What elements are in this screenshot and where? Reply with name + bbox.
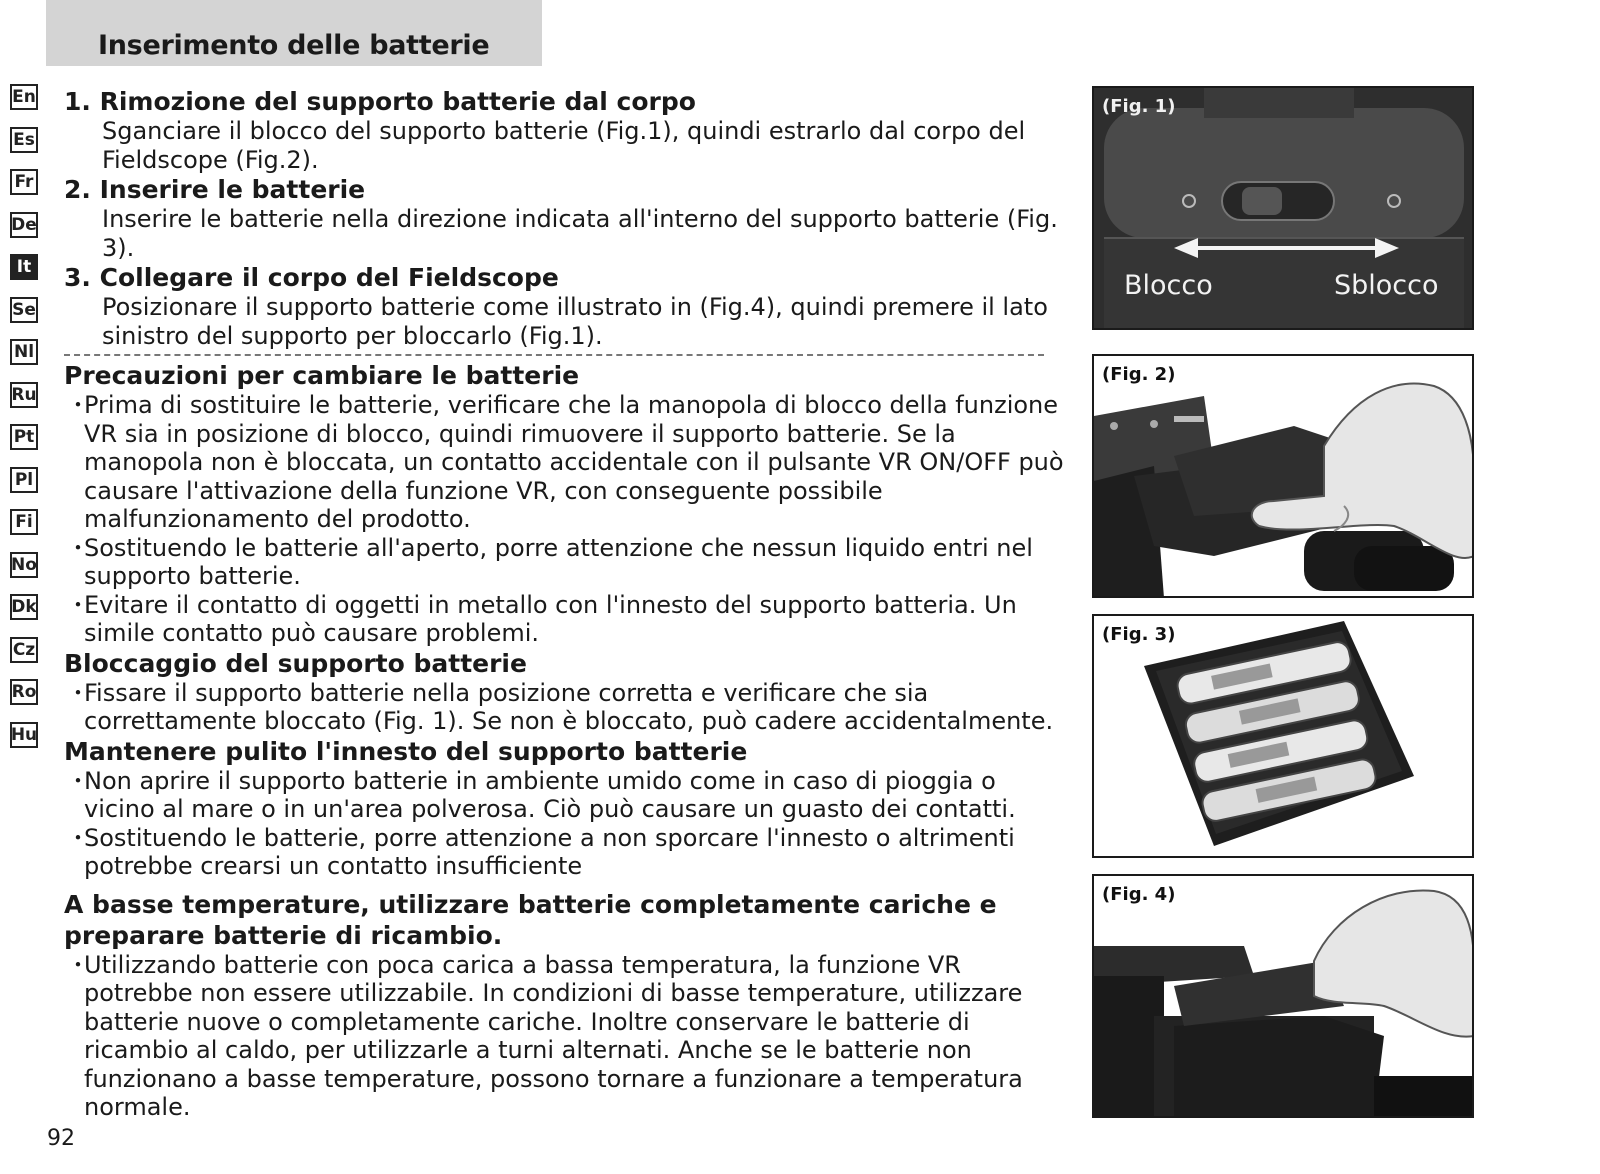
language-tab-pt: Pt xyxy=(10,424,38,450)
figure-2 xyxy=(1092,354,1474,598)
step-title: 3. Collegare il corpo del Fieldscope xyxy=(64,263,559,292)
bullet-text: Evitare il contatto di oggetti in metallo con l'innesto del supporto batteria. Un simile contatto può causare problemi. xyxy=(84,590,1017,647)
section-title: A basse temperature, utilizzare batterie completamente cariche e preparare batterie di ricambio. xyxy=(64,889,997,950)
bullet-item xyxy=(64,591,1074,648)
section-precautions xyxy=(64,360,1074,648)
section-cleaning xyxy=(64,736,1074,881)
step-title: 2. Inserire le batterie xyxy=(64,175,366,204)
bullet-item xyxy=(64,679,1074,736)
steps-list xyxy=(64,86,1074,350)
bullet-item xyxy=(64,767,1074,824)
bullet-text: Sostituendo le batterie, porre attenzione a non sporcare l'innesto o altrimenti potrebbe crearsi un contatto insufficiente xyxy=(84,823,1015,880)
page-number: 92 xyxy=(47,1126,75,1151)
step-body: Sganciare il blocco del supporto batterie (Fig.1), quindi estrarlo dal corpo del Fieldscope (Fig.2). xyxy=(102,117,1026,174)
language-tab-en: En xyxy=(10,84,38,110)
page-title: Inserimento delle batterie xyxy=(98,30,490,61)
main-content xyxy=(64,86,1074,1122)
bullet-text: Utilizzando batterie con poca carica a bassa temperatura, la funzione VR potrebbe non essere utilizzabile. In condizioni di basse temperature, utilizzare batterie nuove o completamente cariche. Inoltre conservare le batterie di ricambio al caldo, per utilizzarle a turni alternati. Anche se le batterie non funzionano a basse temperature, possono tornare a funzionare a temperatura normale. xyxy=(84,950,1023,1121)
bullet-symbol: ・ xyxy=(66,391,90,419)
figure-3 xyxy=(1092,614,1474,858)
bullet-symbol: ・ xyxy=(66,678,90,707)
bullet-text: Fissare il supporto batterie nella posizione corretta e verificare che sia correttamente bloccato (Fig. 1). Se non è bloccato, può cadere accidentalmente. xyxy=(84,678,1054,735)
language-tabs xyxy=(10,84,44,764)
unlock-label: Sblocco xyxy=(1334,270,1439,301)
figure-1 xyxy=(1092,86,1474,330)
language-tab-de: De xyxy=(10,212,38,238)
language-tab-fr: Fr xyxy=(10,169,38,195)
section-title: Mantenere pulito l'innesto del supporto batterie xyxy=(64,736,748,766)
figure-label: (Fig. 3) xyxy=(1102,624,1176,645)
bullet-text: Prima di sostituire le batterie, verificare che la manopola di blocco della funzione VR sia in posizione di blocco, quindi rimuovere il supporto batterie. Se la manopola non è bloccata, un contatto accidentale con il pulsante VR ON/OFF può causare l'attivazione della funzione VR, con conseguente possibile malfunzionamento del prodotto. xyxy=(84,391,1064,533)
section-title: Bloccaggio del supporto batterie xyxy=(64,648,527,678)
language-tab-dk: Dk xyxy=(10,594,38,620)
language-tab-it: It xyxy=(10,254,38,280)
step-body: Inserire le batterie nella direzione indicata all'interno del supporto batterie (Fig. 3). xyxy=(102,205,1058,262)
language-tab-pl: Pl xyxy=(10,467,38,493)
language-tab-ru: Ru xyxy=(10,382,38,408)
section-title: Precauzioni per cambiare le batterie xyxy=(64,361,580,390)
language-tab-cz: Cz xyxy=(10,637,38,663)
bullet-item xyxy=(64,534,1074,591)
step-1 xyxy=(64,86,1074,174)
bullet-symbol: ・ xyxy=(66,766,90,795)
figure-label: (Fig. 4) xyxy=(1102,884,1176,905)
figure-4 xyxy=(1092,874,1474,1118)
bullet-item xyxy=(64,391,1074,534)
figure-label: (Fig. 1) xyxy=(1102,96,1176,117)
bullet-symbol: ・ xyxy=(66,590,90,619)
step-2 xyxy=(64,174,1074,262)
bullet-item xyxy=(64,824,1074,881)
bullet-item xyxy=(64,951,1074,1122)
bullet-symbol: ・ xyxy=(66,533,90,562)
lock-label: Blocco xyxy=(1124,270,1213,301)
step-body: Posizionare il supporto batterie come illustrato in (Fig.4), quindi premere il lato sinistro del supporto per bloccarlo (Fig.1). xyxy=(102,293,1048,350)
step-title: 1. Rimozione del supporto batterie dal corpo xyxy=(64,87,696,116)
bullet-symbol: ・ xyxy=(66,950,90,979)
step-3 xyxy=(64,262,1074,350)
language-tab-ro: Ro xyxy=(10,679,38,705)
bullet-text: Non aprire il supporto batterie in ambiente umido come in caso di pioggia o vicino al mare o in un'area polverosa. Ciò può causare un guasto dei contatti. xyxy=(84,766,1016,823)
language-tab-no: No xyxy=(10,552,38,578)
dashed-divider xyxy=(64,354,1044,356)
section-low-temperature xyxy=(64,889,1074,1122)
language-tab-es: Es xyxy=(10,127,38,153)
language-tab-nl: Nl xyxy=(10,339,38,365)
figure-4-image xyxy=(1094,876,1474,1118)
figure-label: (Fig. 2) xyxy=(1102,364,1176,385)
language-tab-se: Se xyxy=(10,297,38,323)
language-tab-fi: Fi xyxy=(10,509,38,535)
bullet-symbol: ・ xyxy=(66,823,90,852)
language-tab-hu: Hu xyxy=(10,722,38,748)
figure-3-image xyxy=(1094,616,1474,858)
section-locking xyxy=(64,648,1074,736)
figure-2-image xyxy=(1094,356,1474,598)
bullet-text: Sostituendo le batterie all'aperto, porre attenzione che nessun liquido entri nel supporto batterie. xyxy=(84,533,1033,590)
